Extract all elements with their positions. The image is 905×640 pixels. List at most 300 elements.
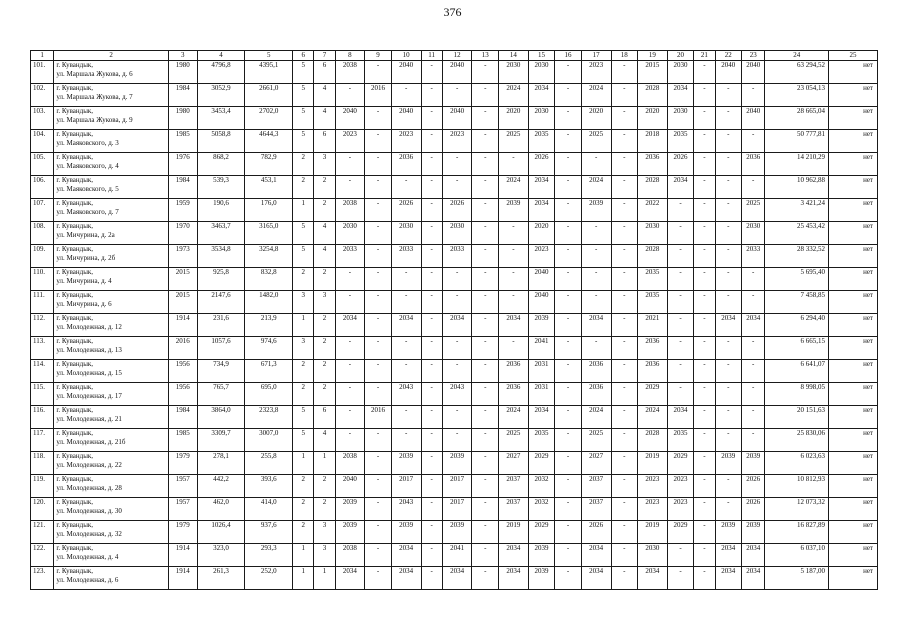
cell-col-20: - [667,544,694,567]
cell-col-8: 2038 [335,452,365,475]
cell-col-9: - [365,245,392,268]
cell-col-14: 2024 [499,176,529,199]
cell-col-3: 1980 [168,61,197,84]
cell-col-17: 2020 [581,107,611,130]
cell-col-5: 671,3 [245,360,293,383]
cell-col-6: 5 [293,130,314,153]
cell-col-15: 2035 [528,130,555,153]
address-cell [54,153,169,176]
cell-col-7: 4 [314,107,335,130]
address-street: ул. Молодежная, д. 22 [56,461,122,469]
cell-col-15: 2035 [528,429,555,452]
page-number: 376 [443,5,462,19]
cell-col-10: 2026 [391,199,421,222]
cell-col-11: - [421,245,442,268]
address-city: г. Кувандык, [56,452,94,460]
cell-col-17: - [581,153,611,176]
cell-col-7: 3 [314,521,335,544]
cell-col-9: - [365,176,392,199]
address-street: ул. Молодежная, д. 15 [56,369,122,377]
cell-col-4: 278,1 [197,452,245,475]
cell-col-20: 2023 [667,475,694,498]
cell-col-9: - [365,268,392,291]
cell-col-18: - [611,107,638,130]
cell-col-9: - [365,337,392,360]
cell-col-9: - [365,475,392,498]
row-number: 102. [31,84,54,107]
cell-col-21: - [694,475,715,498]
cell-col-22: - [715,222,742,245]
cell-col-25: нет [829,475,878,498]
cell-col-12: 2026 [442,199,472,222]
address-city: г. Кувандык, [56,61,94,69]
cell-col-9: - [365,383,392,406]
table-row [31,314,878,337]
cell-col-10: 2040 [391,61,421,84]
column-number-8: 8 [335,51,365,61]
cell-col-23: - [742,130,765,153]
cell-col-15: 2020 [528,222,555,245]
cell-col-11: - [421,268,442,291]
cell-col-11: - [421,153,442,176]
cell-col-13: - [472,245,499,268]
cell-col-16: - [555,475,582,498]
cell-col-14: - [499,337,529,360]
cell-col-3: 1957 [168,475,197,498]
address-street: ул. Молодежная, д. 21 [56,415,122,423]
cell-col-20: - [667,291,694,314]
cell-col-19: 2018 [638,130,668,153]
cell-col-6: 1 [293,544,314,567]
column-number-25: 25 [829,51,878,61]
row-number: 105. [31,153,54,176]
cell-col-19: 2036 [638,153,668,176]
address-street: ул. Молодежная, д. 30 [56,507,122,515]
cell-col-4: 2147,6 [197,291,245,314]
cell-col-6: 1 [293,199,314,222]
cell-col-9: - [365,567,392,590]
table-row [31,383,878,406]
cell-col-18: - [611,498,638,521]
cell-col-23: 2034 [742,314,765,337]
row-number: 117. [31,429,54,452]
cell-col-18: - [611,268,638,291]
cell-col-21: - [694,337,715,360]
address-city: г. Кувандык, [56,567,94,575]
cell-col-22: - [715,291,742,314]
cell-col-15: 2039 [528,544,555,567]
column-number-1: 1 [31,51,54,61]
cell-col-14: 2034 [499,544,529,567]
cell-col-17: 2036 [581,383,611,406]
cell-col-22: - [715,383,742,406]
cell-col-18: - [611,222,638,245]
cell-col-17: 2036 [581,360,611,383]
address-city: г. Кувандык, [56,245,94,253]
cell-col-4: 868,2 [197,153,245,176]
cell-col-24: 28 332,52 [765,245,829,268]
cell-col-15: 2039 [528,567,555,590]
cell-col-21: - [694,429,715,452]
cell-col-25: нет [829,268,878,291]
cell-col-18: - [611,383,638,406]
cell-col-8: - [335,84,365,107]
address-street: ул. Молодежная, д. 13 [56,346,122,354]
cell-col-22: 2034 [715,567,742,590]
cell-col-5: 2702,0 [245,107,293,130]
cell-col-17: 2024 [581,406,611,429]
cell-col-9: 2016 [365,406,392,429]
column-number-4: 4 [197,51,245,61]
cell-col-14: 2037 [499,475,529,498]
cell-col-20: 2030 [667,61,694,84]
cell-col-25: нет [829,544,878,567]
cell-col-22: - [715,337,742,360]
cell-col-12: 2039 [442,452,472,475]
cell-col-16: - [555,452,582,475]
address-cell [54,107,169,130]
address-street: ул. Маяковского, д. 7 [56,208,119,216]
cell-col-21: - [694,567,715,590]
cell-col-12: 2017 [442,498,472,521]
cell-col-13: - [472,475,499,498]
row-number: 111. [31,291,54,314]
cell-col-10: 2030 [391,222,421,245]
cell-col-4: 462,0 [197,498,245,521]
cell-col-14: 2025 [499,130,529,153]
cell-col-19: 2021 [638,314,668,337]
cell-col-21: - [694,176,715,199]
column-number-3: 3 [168,51,197,61]
cell-col-23: - [742,84,765,107]
cell-col-4: 323,0 [197,544,245,567]
cell-col-6: 2 [293,360,314,383]
address-city: г. Кувандык, [56,176,94,184]
cell-col-16: - [555,245,582,268]
address-street: ул. Мичурина, д. 4 [56,277,112,285]
cell-col-8: 2040 [335,475,365,498]
cell-col-4: 1026,4 [197,521,245,544]
cell-col-17: - [581,337,611,360]
cell-col-17: 2027 [581,452,611,475]
address-cell [54,360,169,383]
cell-col-20: 2029 [667,521,694,544]
cell-col-7: 6 [314,130,335,153]
cell-col-7: 2 [314,383,335,406]
cell-col-18: - [611,521,638,544]
cell-col-11: - [421,544,442,567]
address-cell [54,268,169,291]
cell-col-22: - [715,475,742,498]
cell-col-8: 2034 [335,314,365,337]
cell-col-12: 2043 [442,383,472,406]
cell-col-5: 3254,8 [245,245,293,268]
table-row [31,567,878,590]
cell-col-4: 3052,9 [197,84,245,107]
address-city: г. Кувандык, [56,130,94,138]
cell-col-5: 937,6 [245,521,293,544]
cell-col-15: 2029 [528,452,555,475]
cell-col-16: - [555,383,582,406]
cell-col-24: 50 777,81 [765,130,829,153]
cell-col-10: 2039 [391,452,421,475]
cell-col-22: - [715,153,742,176]
cell-col-17: 2026 [581,521,611,544]
cell-col-16: - [555,61,582,84]
cell-col-17: 2024 [581,84,611,107]
cell-col-25: нет [829,245,878,268]
cell-col-12: 2033 [442,245,472,268]
cell-col-13: - [472,383,499,406]
cell-col-17: 2023 [581,61,611,84]
address-cell [54,199,169,222]
cell-col-18: - [611,567,638,590]
table-row [31,107,878,130]
cell-col-22: - [715,406,742,429]
cell-col-9: - [365,429,392,452]
cell-col-14: - [499,245,529,268]
cell-col-3: 1956 [168,360,197,383]
address-city: г. Кувандык, [56,544,94,552]
cell-col-8: 2038 [335,61,365,84]
cell-col-3: 1984 [168,406,197,429]
cell-col-3: 1980 [168,107,197,130]
cell-col-3: 1970 [168,222,197,245]
cell-col-13: - [472,199,499,222]
cell-col-9: 2016 [365,84,392,107]
cell-col-19: 2030 [638,544,668,567]
cell-col-16: - [555,291,582,314]
cell-col-8: 2030 [335,222,365,245]
cell-col-23: 2034 [742,544,765,567]
cell-col-8: 2023 [335,130,365,153]
cell-col-8: - [335,406,365,429]
cell-col-4: 231,6 [197,314,245,337]
cell-col-19: 2036 [638,337,668,360]
cell-col-15: 2023 [528,245,555,268]
cell-col-3: 1985 [168,429,197,452]
column-number-17: 17 [581,51,611,61]
cell-col-3: 1973 [168,245,197,268]
cell-col-21: - [694,153,715,176]
cell-col-8: 2038 [335,544,365,567]
cell-col-15: 2039 [528,314,555,337]
cell-col-16: - [555,222,582,245]
cell-col-22: - [715,84,742,107]
column-number-19: 19 [638,51,668,61]
cell-col-4: 539,3 [197,176,245,199]
column-number-9: 9 [365,51,392,61]
cell-col-25: нет [829,222,878,245]
cell-col-22: - [715,199,742,222]
cell-col-23: 2039 [742,452,765,475]
cell-col-19: 2024 [638,406,668,429]
cell-col-10: 2017 [391,475,421,498]
cell-col-6: 5 [293,107,314,130]
cell-col-8: - [335,383,365,406]
cell-col-18: - [611,544,638,567]
cell-col-10: 2023 [391,130,421,153]
cell-col-6: 5 [293,429,314,452]
cell-col-19: 2022 [638,199,668,222]
address-city: г. Кувандык, [56,406,94,414]
cell-col-9: - [365,498,392,521]
cell-col-23: 2030 [742,222,765,245]
cell-col-12: 2034 [442,567,472,590]
cell-col-17: 2034 [581,544,611,567]
cell-col-7: 2 [314,268,335,291]
cell-col-17: 2034 [581,567,611,590]
cell-col-22: 2040 [715,61,742,84]
cell-col-4: 3453,4 [197,107,245,130]
cell-col-13: - [472,521,499,544]
cell-col-19: 2030 [638,222,668,245]
cell-col-21: - [694,314,715,337]
cell-col-20: - [667,337,694,360]
cell-col-8: - [335,337,365,360]
cell-col-24: 23 054,13 [765,84,829,107]
cell-col-12: - [442,360,472,383]
cell-col-9: - [365,153,392,176]
table-row [31,429,878,452]
cell-col-4: 4796,8 [197,61,245,84]
cell-col-24: 10 812,93 [765,475,829,498]
row-number: 114. [31,360,54,383]
cell-col-17: 2025 [581,130,611,153]
row-number: 101. [31,61,54,84]
cell-col-12: - [442,176,472,199]
cell-col-14: 2030 [499,61,529,84]
cell-col-24: 20 151,63 [765,406,829,429]
cell-col-10: 2034 [391,544,421,567]
cell-col-3: 2015 [168,268,197,291]
cell-col-20: - [667,360,694,383]
cell-col-19: 2028 [638,84,668,107]
cell-col-13: - [472,360,499,383]
cell-col-14: 2025 [499,429,529,452]
cell-col-22: - [715,360,742,383]
address-cell [54,222,169,245]
row-number: 120. [31,498,54,521]
cell-col-16: - [555,314,582,337]
cell-col-23: 2034 [742,567,765,590]
cell-col-20: 2034 [667,176,694,199]
cell-col-12: - [442,268,472,291]
cell-col-20: - [667,567,694,590]
cell-col-25: нет [829,199,878,222]
cell-col-13: - [472,84,499,107]
cell-col-8: 2039 [335,521,365,544]
row-number: 113. [31,337,54,360]
cell-col-11: - [421,452,442,475]
cell-col-16: - [555,406,582,429]
cell-col-7: 6 [314,406,335,429]
address-city: г. Кувандык, [56,521,94,529]
cell-col-12: - [442,84,472,107]
row-number: 104. [31,130,54,153]
cell-col-24: 63 294,52 [765,61,829,84]
cell-col-17: - [581,268,611,291]
row-number: 107. [31,199,54,222]
cell-col-18: - [611,452,638,475]
cell-col-25: нет [829,383,878,406]
cell-col-7: 2 [314,475,335,498]
table-row [31,268,878,291]
cell-col-19: 2020 [638,107,668,130]
cell-col-9: - [365,314,392,337]
cell-col-21: - [694,199,715,222]
cell-col-18: - [611,291,638,314]
cell-col-9: - [365,521,392,544]
cell-col-16: - [555,360,582,383]
table-row [31,406,878,429]
cell-col-3: 1984 [168,84,197,107]
cell-col-12: 2040 [442,107,472,130]
cell-col-7: 2 [314,176,335,199]
table-row [31,452,878,475]
cell-col-11: - [421,314,442,337]
cell-col-13: - [472,291,499,314]
column-number-11: 11 [421,51,442,61]
cell-col-23: 2040 [742,107,765,130]
cell-col-18: - [611,84,638,107]
address-street: ул. Молодежная, д. 12 [56,323,122,331]
cell-col-18: - [611,153,638,176]
cell-col-6: 2 [293,498,314,521]
cell-col-24: 25 830,06 [765,429,829,452]
cell-col-13: - [472,429,499,452]
cell-col-23: - [742,268,765,291]
cell-col-20: 2030 [667,107,694,130]
cell-col-12: - [442,429,472,452]
cell-col-25: нет [829,107,878,130]
cell-col-7: 4 [314,84,335,107]
cell-col-12: - [442,406,472,429]
table-row [31,199,878,222]
cell-col-9: - [365,452,392,475]
cell-col-4: 3463,7 [197,222,245,245]
address-street: ул. Мичурина, д. 2б [56,254,116,262]
cell-col-11: - [421,107,442,130]
cell-col-10: 2034 [391,567,421,590]
cell-col-18: - [611,176,638,199]
cell-col-20: - [667,268,694,291]
cell-col-11: - [421,521,442,544]
cell-col-5: 453,1 [245,176,293,199]
cell-col-24: 6 037,10 [765,544,829,567]
cell-col-8: - [335,268,365,291]
table-row [31,222,878,245]
cell-col-25: нет [829,291,878,314]
address-city: г. Кувандык, [56,498,94,506]
cell-col-18: - [611,337,638,360]
cell-col-15: 2040 [528,291,555,314]
cell-col-3: 1914 [168,314,197,337]
cell-col-4: 3864,0 [197,406,245,429]
cell-col-7: 3 [314,153,335,176]
cell-col-10: 2033 [391,245,421,268]
cell-col-23: 2036 [742,153,765,176]
cell-col-18: - [611,314,638,337]
cell-col-19: 2015 [638,61,668,84]
address-street: ул. Маршала Жукова, д. 7 [56,93,133,101]
cell-col-3: 1979 [168,452,197,475]
cell-col-21: - [694,498,715,521]
address-street: ул. Молодежная, д. 21б [56,438,126,446]
cell-col-12: 2023 [442,130,472,153]
cell-col-9: - [365,544,392,567]
cell-col-14: 2036 [499,383,529,406]
